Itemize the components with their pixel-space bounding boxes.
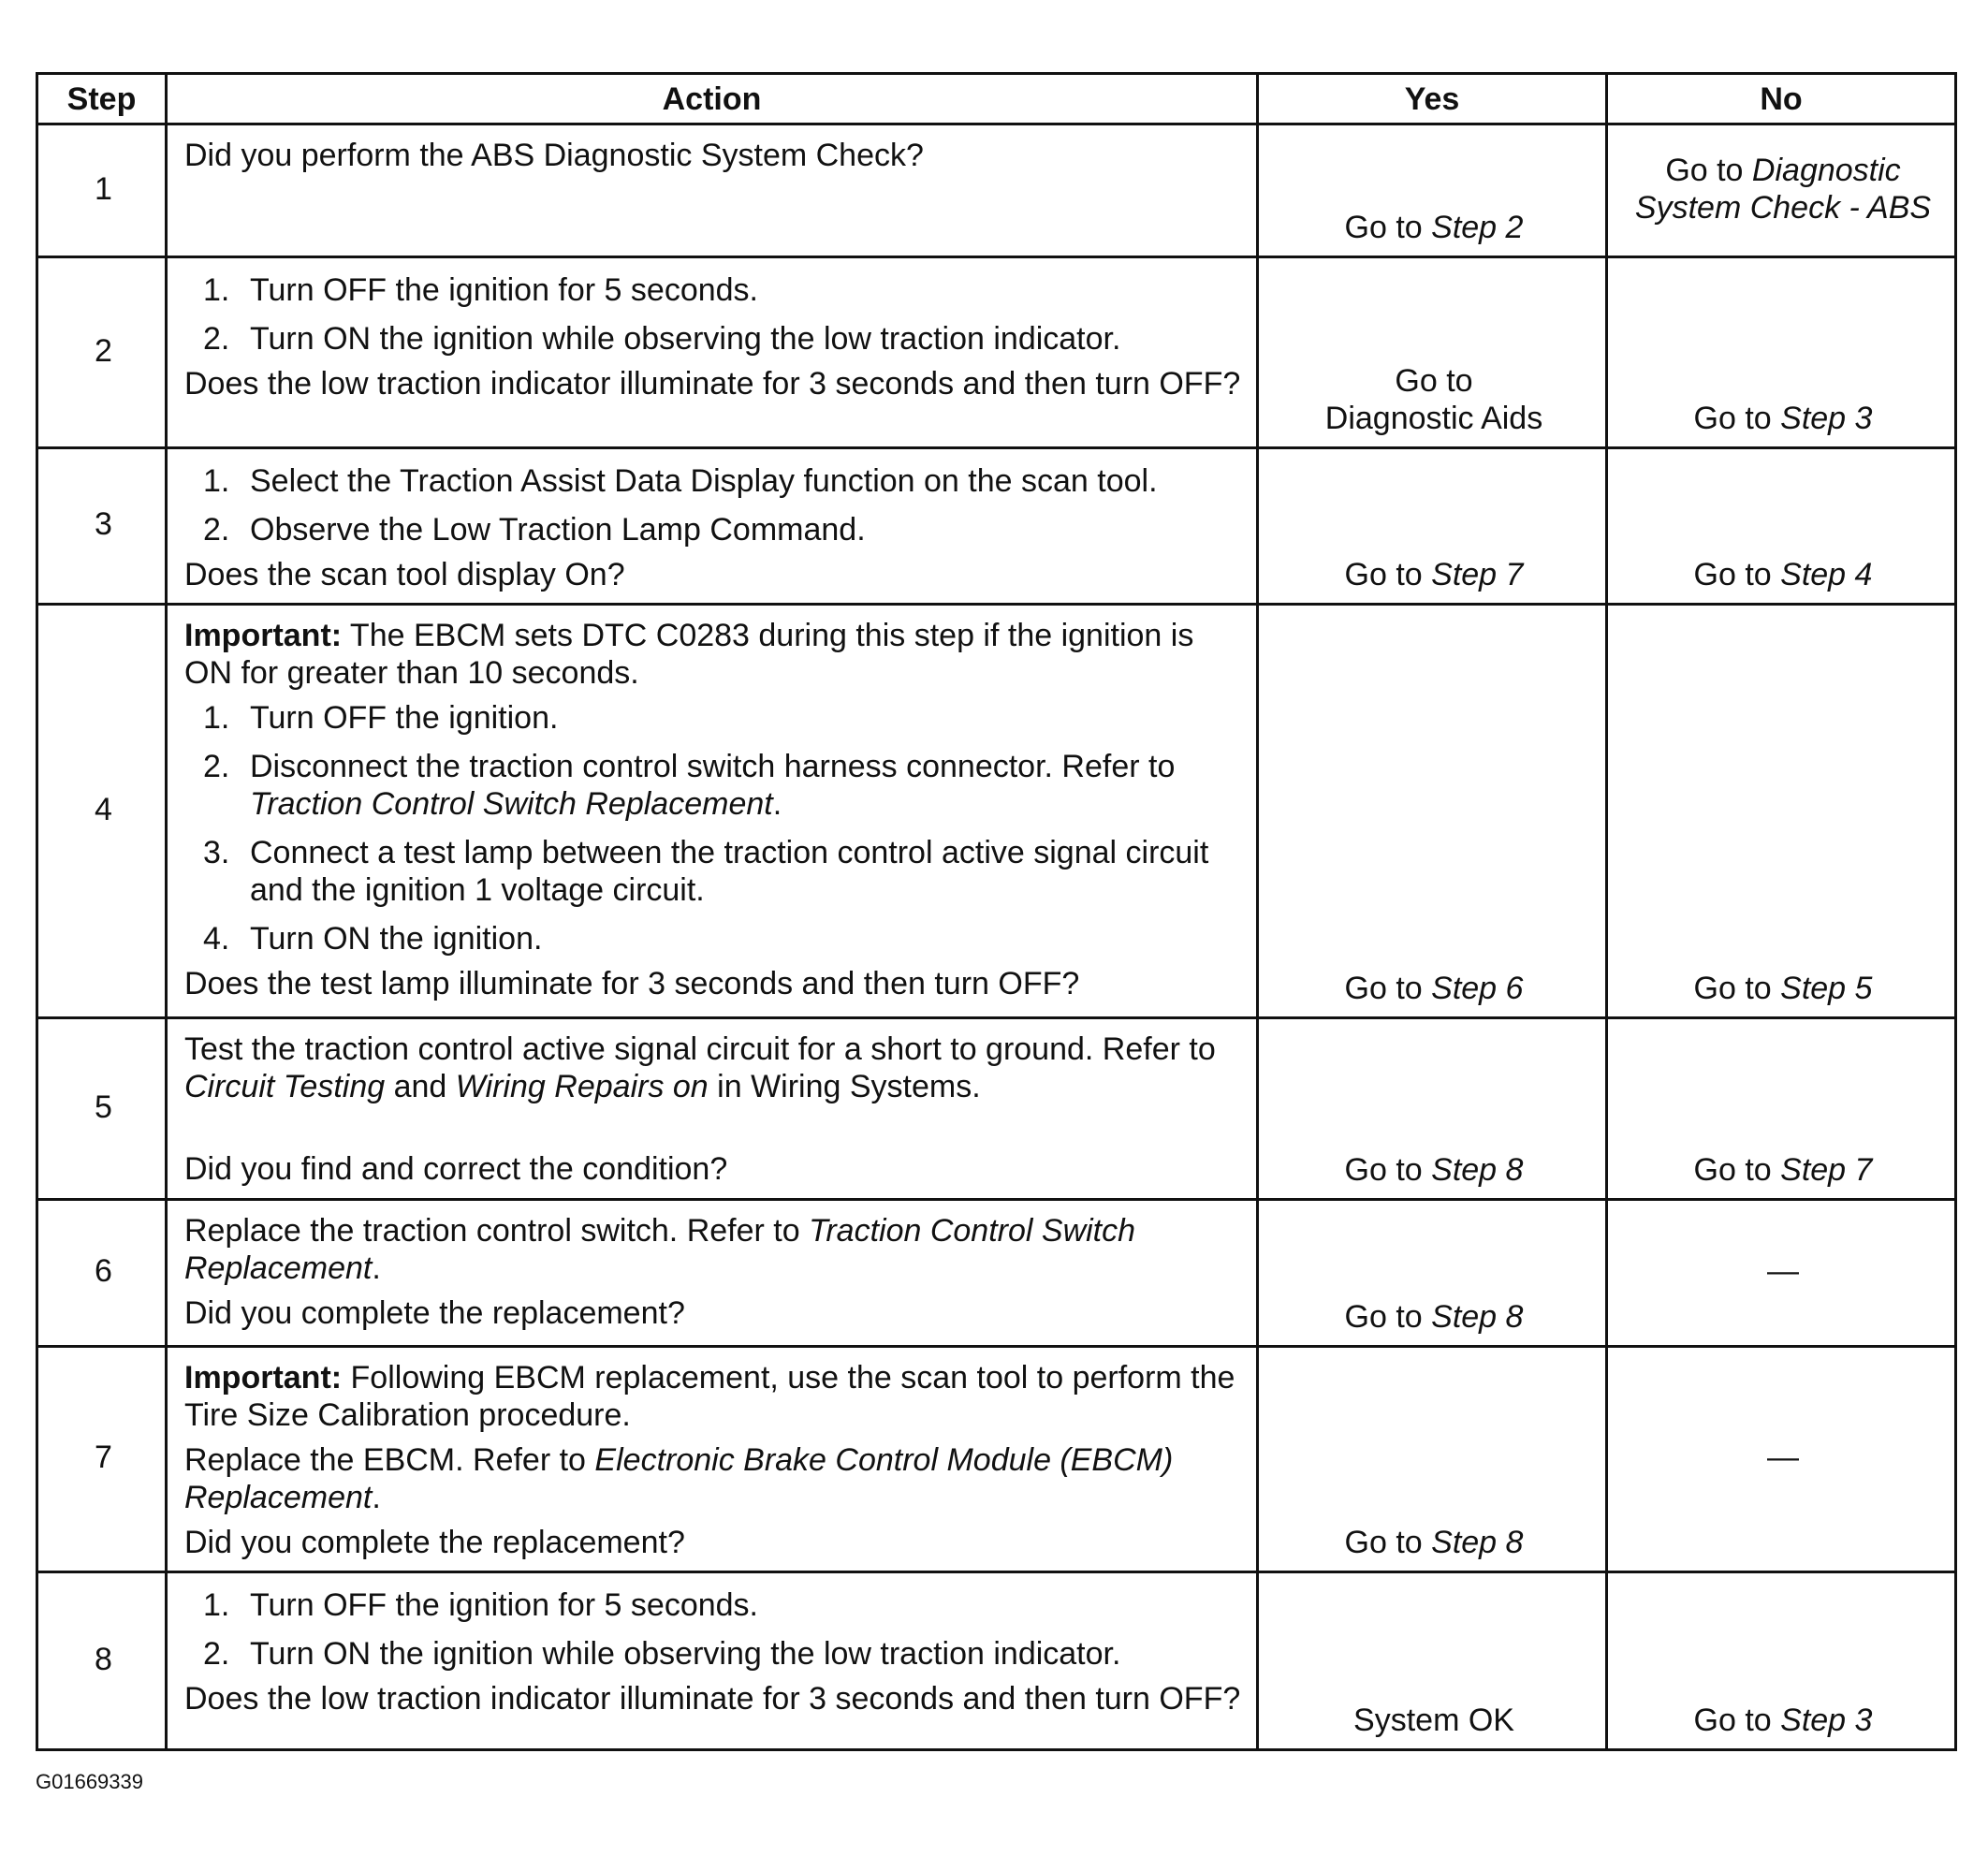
action-cell bbox=[167, 448, 1258, 605]
list-number: 1. bbox=[203, 700, 230, 736]
list-item bbox=[203, 748, 1243, 823]
important-note bbox=[184, 1359, 1243, 1434]
reference-link-text: Traction Control Switch Replacement bbox=[250, 786, 773, 822]
important-note bbox=[184, 617, 1243, 692]
yes-cell bbox=[1258, 448, 1607, 605]
question-text: Did you complete the replacement? bbox=[184, 1525, 685, 1560]
action-cell bbox=[167, 1572, 1258, 1750]
list-item bbox=[203, 699, 1243, 737]
yes-prefix: Go to bbox=[1344, 971, 1432, 1006]
table-row bbox=[37, 124, 1956, 257]
yes-cell bbox=[1258, 257, 1607, 448]
list-text: Observe the Low Traction Lamp Command. bbox=[250, 512, 866, 548]
header-row bbox=[37, 74, 1956, 124]
instruction-text bbox=[184, 1030, 1243, 1105]
no-cell bbox=[1607, 257, 1956, 448]
reference-link-text: Wiring Repairs on bbox=[455, 1069, 709, 1104]
step-number: 2 bbox=[37, 257, 167, 448]
header-yes: Yes bbox=[1258, 74, 1607, 124]
yes-cell bbox=[1258, 1200, 1607, 1347]
step-number: 7 bbox=[37, 1347, 167, 1572]
text-part: in Wiring Systems. bbox=[708, 1069, 981, 1104]
reference-link-text: Circuit Testing bbox=[184, 1069, 386, 1104]
question-text: Does the low traction indicator illuminate for 3 seconds and then turn OFF? bbox=[184, 366, 1241, 402]
list-number: 2. bbox=[203, 321, 230, 357]
list-text: Connect a test lamp between the traction control active signal circuit and the ignition 1 voltage circuit. bbox=[250, 835, 1209, 908]
text-part: Replace the EBCM. Refer to bbox=[184, 1442, 595, 1478]
text-part: and bbox=[385, 1069, 456, 1104]
yes-target: Step 8 bbox=[1431, 1299, 1524, 1335]
list-text: Turn ON the ignition while observing the low traction indicator. bbox=[250, 1636, 1121, 1672]
no-target: Step 4 bbox=[1780, 557, 1873, 592]
action-cell bbox=[167, 1018, 1258, 1200]
yes-target: Step 7 bbox=[1431, 557, 1524, 592]
no-cell bbox=[1607, 605, 1956, 1018]
yes-prefix: Go to bbox=[1344, 1152, 1432, 1188]
list-text: Turn ON the ignition while observing the low traction indicator. bbox=[250, 321, 1121, 357]
yes-target: Step 8 bbox=[1431, 1525, 1524, 1560]
step-number: 1 bbox=[37, 124, 167, 257]
list-item bbox=[203, 920, 1243, 957]
no-cell bbox=[1607, 1018, 1956, 1200]
list-text-part: . bbox=[772, 786, 782, 822]
step-number: 8 bbox=[37, 1572, 167, 1750]
important-text: The EBCM sets DTC C0283 during this step if the ignition is ON for greater than 10 seconds. bbox=[184, 618, 1194, 691]
instruction-list bbox=[184, 271, 1243, 358]
reference-link-text: Traction Control Switch Replacement bbox=[184, 1213, 1136, 1286]
yes-prefix: Go to bbox=[1344, 1299, 1432, 1335]
list-text: Turn OFF the ignition for 5 seconds. bbox=[250, 272, 758, 308]
action-cell bbox=[167, 1200, 1258, 1347]
no-prefix: Go to bbox=[1693, 401, 1781, 436]
list-text: Select the Traction Assist Data Display function on the scan tool. bbox=[250, 463, 1158, 499]
instruction-list bbox=[184, 1586, 1243, 1673]
yes-cell bbox=[1258, 605, 1607, 1018]
instruction-list bbox=[184, 462, 1243, 548]
table-row bbox=[37, 448, 1956, 605]
action-cell bbox=[167, 1347, 1258, 1572]
question-text: Did you complete the replacement? bbox=[184, 1295, 685, 1331]
list-number: 1. bbox=[203, 272, 230, 308]
text-part: Replace the traction control switch. Refer to bbox=[184, 1213, 810, 1249]
instruction-list bbox=[184, 699, 1243, 957]
table-row bbox=[37, 1200, 1956, 1347]
no-prefix: Go to bbox=[1665, 152, 1752, 188]
important-text: Following EBCM replacement, use the scan tool to perform the Tire Size Calibration procedure. bbox=[184, 1360, 1235, 1433]
no-cell: — bbox=[1607, 1347, 1956, 1572]
text-part: . bbox=[372, 1480, 381, 1515]
action-cell bbox=[167, 124, 1258, 257]
list-item bbox=[203, 320, 1243, 358]
no-prefix: Go to bbox=[1693, 1152, 1781, 1188]
list-text: Turn OFF the ignition for 5 seconds. bbox=[250, 1587, 758, 1623]
important-label: Important: bbox=[184, 1360, 343, 1396]
no-prefix: Go to bbox=[1693, 557, 1781, 592]
header-step: Step bbox=[37, 74, 167, 124]
list-item bbox=[203, 1635, 1243, 1673]
no-target: Step 7 bbox=[1780, 1152, 1873, 1188]
yes-target: Step 2 bbox=[1431, 210, 1524, 245]
no-prefix: Go to bbox=[1693, 1703, 1781, 1738]
table-row bbox=[37, 257, 1956, 448]
yes-target: Diagnostic Aids bbox=[1324, 401, 1543, 436]
list-text-part: Disconnect the traction control switch harness connector. Refer to bbox=[250, 749, 1176, 784]
list-text bbox=[250, 748, 1243, 823]
yes-cell bbox=[1258, 124, 1607, 257]
list-item bbox=[203, 1586, 1243, 1624]
list-item bbox=[203, 271, 1243, 309]
step-number: 3 bbox=[37, 448, 167, 605]
no-target: Diagnostic System Check - ABS bbox=[1634, 152, 1932, 226]
list-item bbox=[203, 511, 1243, 548]
diagnostic-table bbox=[36, 72, 1957, 1751]
header-action: Action bbox=[167, 74, 1258, 124]
figure-id: G01669339 bbox=[36, 1770, 143, 1793]
no-cell bbox=[1607, 448, 1956, 605]
important-label: Important: bbox=[184, 618, 343, 653]
reference-link-text: Electronic Brake Control Module (EBCM) Replacement bbox=[184, 1442, 1174, 1515]
no-target: Step 5 bbox=[1780, 971, 1873, 1006]
question-text: Does the low traction indicator illuminate for 3 seconds and then turn OFF? bbox=[184, 1681, 1241, 1717]
instruction-text bbox=[184, 1441, 1243, 1516]
question-text: Does the test lamp illuminate for 3 seconds and then turn OFF? bbox=[184, 966, 1080, 1001]
instruction-text bbox=[184, 1212, 1243, 1287]
action-cell bbox=[167, 257, 1258, 448]
step-number: 5 bbox=[37, 1018, 167, 1200]
question-text: Did you perform the ABS Diagnostic System Check? bbox=[184, 138, 924, 173]
yes-prefix: Go to bbox=[1344, 1525, 1432, 1560]
list-number: 2. bbox=[203, 749, 230, 784]
list-item bbox=[203, 834, 1243, 909]
no-cell bbox=[1607, 124, 1956, 257]
yes-cell bbox=[1258, 1347, 1607, 1572]
list-number: 2. bbox=[203, 1636, 230, 1672]
yes-cell: System OK bbox=[1258, 1572, 1607, 1750]
text-part: . bbox=[372, 1250, 381, 1286]
table-row bbox=[37, 1347, 1956, 1572]
header-no: No bbox=[1607, 74, 1956, 124]
table-row bbox=[37, 1018, 1956, 1200]
list-number: 1. bbox=[203, 1587, 230, 1623]
list-number: 2. bbox=[203, 512, 230, 548]
step-number: 4 bbox=[37, 605, 167, 1018]
table-row bbox=[37, 1572, 1956, 1750]
list-number: 1. bbox=[203, 463, 230, 499]
step-number: 6 bbox=[37, 1200, 167, 1347]
list-item bbox=[203, 462, 1243, 500]
no-prefix: Go to bbox=[1693, 971, 1781, 1006]
yes-prefix: Go to bbox=[1344, 557, 1432, 592]
question-text: Did you find and correct the condition? bbox=[184, 1151, 728, 1187]
no-target: Step 3 bbox=[1780, 1703, 1873, 1738]
list-text: Turn OFF the ignition. bbox=[250, 700, 559, 736]
no-cell: — bbox=[1607, 1200, 1956, 1347]
action-cell bbox=[167, 605, 1258, 1018]
list-number: 4. bbox=[203, 921, 230, 957]
table-row bbox=[37, 605, 1956, 1018]
yes-prefix: Go to bbox=[1395, 363, 1473, 399]
no-cell bbox=[1607, 1572, 1956, 1750]
yes-prefix: Go to bbox=[1344, 210, 1432, 245]
text-part: Test the traction control active signal circuit for a short to ground. Refer to bbox=[184, 1031, 1216, 1067]
yes-cell bbox=[1258, 1018, 1607, 1200]
list-number: 3. bbox=[203, 835, 230, 870]
no-target: Step 3 bbox=[1780, 401, 1873, 436]
yes-target: Step 6 bbox=[1431, 971, 1524, 1006]
yes-target: Step 8 bbox=[1431, 1152, 1524, 1188]
question-text: Does the scan tool display On? bbox=[184, 557, 625, 592]
list-text: Turn ON the ignition. bbox=[250, 921, 543, 957]
